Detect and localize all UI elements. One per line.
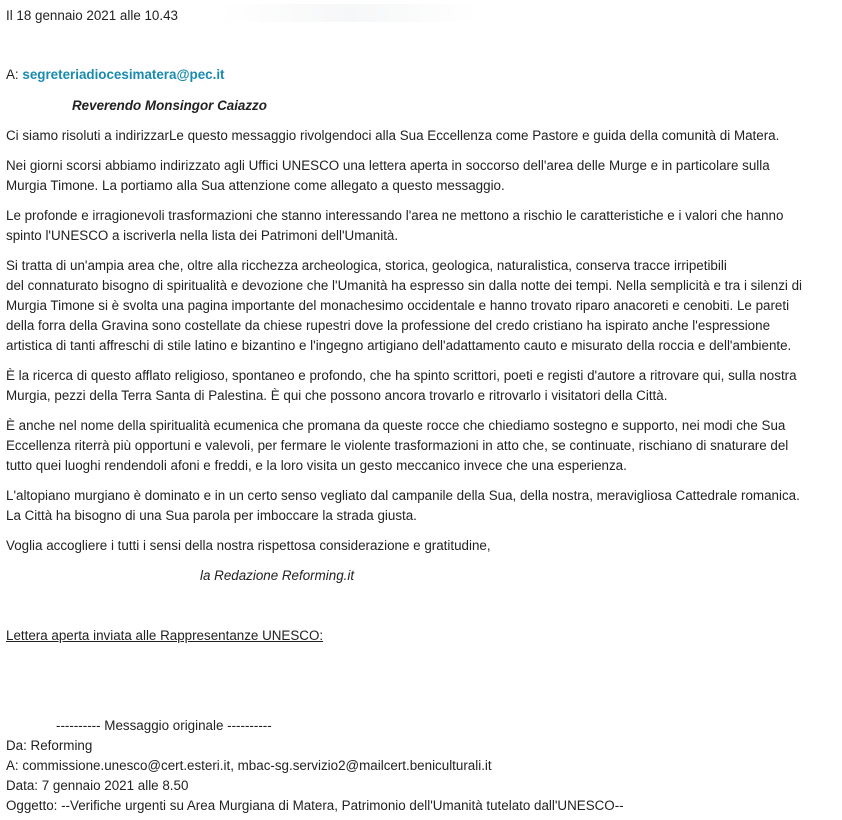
letter-paragraph-1 (6, 126, 838, 146)
original-message-separator: ---------- Messaggio originale ---------- (56, 718, 272, 733)
paragraph-line: È la ricerca di questo afflato religioso, spontaneo e profondo, che ha spinto scrittori, poeti e registi d'autore a ritrovare qui, sulla nostra (6, 368, 797, 383)
paragraph-line: del connaturato bisogno di spiritualità e devozione che l'Umanità ha espresso sin dalla notte dei tempi. Nella semplicità e tra i silenzi di (6, 278, 803, 293)
attachment-link[interactable] (6, 626, 323, 646)
recipient-line (6, 65, 225, 85)
date-line: Il 18 gennaio 2021 alle 10.43 (6, 8, 178, 23)
paragraph-line: L'altopiano murgiano è dominato e in un certo senso vegliato dal campanile della Sua, della nostra, meravigliosa Cattedrale romanica. (6, 488, 800, 503)
letter-paragraph-5 (6, 366, 838, 406)
paragraph-line: artistica di tanti affreschi di stile latino e bizantino e l'ingegno artigiano dell'adattamento cauto e misurato della roccia e dell'ambiente. (6, 338, 792, 353)
letter-paragraph-8 (6, 536, 838, 556)
original-to: A: commissione.unesco@cert.esteri.it, mbac-sg.servizio2@mailcert.beniculturali.it (6, 758, 492, 773)
paragraph-line: Nei giorni scorsi abbiamo indirizzato agli Uffici UNESCO una lettera aperta in soccorso dell'area delle Murge e in particolare sulla (6, 158, 770, 173)
recipient-email-link[interactable]: segreteriadiocesimatera@pec.it (22, 67, 225, 82)
original-from: Da: Reforming (6, 738, 93, 753)
letter-paragraph-6 (6, 416, 838, 476)
signature: la Redazione Reforming.it (200, 568, 355, 583)
paragraph-line: Murgia Timone si è svolta una pagina importante del monachesimo occidentale e hanno trovato riparo anacoreti e cenobiti. Le pareti (6, 298, 790, 313)
letter-paragraph-4 (6, 256, 838, 356)
paragraph-line: Si tratta di un'ampia area che, oltre alla ricchezza archeologica, storica, geologica, naturalistica, conserva tracce irripetibili (6, 258, 727, 273)
faded-header-strip (220, 4, 480, 22)
paragraph-line: spinto l'UNESCO a iscriverla nella lista dei Patrimoni dell'Umanità. (6, 228, 399, 243)
paragraph-line: Ci siamo risoluti a indirizzarLe questo messaggio rivolgendoci alla Sua Eccellenza come Pastore e guida della comunità di Matera. (6, 128, 780, 143)
paragraph-line: Eccellenza riterrà più opportuni e valevoli, per fermare le violente trasformazioni in atto che, se continuate, rischiano di snaturare del (6, 438, 789, 453)
original-subject: Oggetto: --Verifiche urgenti su Area Murgiana di Matera, Patrimonio dell'Umanità tutelato dall'UNESCO-- (6, 798, 624, 813)
recipient-prefix: A: (6, 67, 19, 82)
paragraph-line: La Città ha bisogno di una Sua parola per imboccare la strada giusta. (6, 508, 417, 523)
paragraph-line: Murgia, pezzi della Terra Santa di Palestina. È qui che possono ancora trovarlo e ritrovarlo i visitatori della Città. (6, 388, 668, 403)
paragraph-line: Le profonde e irragionevoli trasformazioni che stanno interessando l'area ne mettono a rischio le caratteristiche e i valori che hanno (6, 208, 784, 223)
letter-paragraph-2 (6, 156, 838, 196)
letter-paragraph-7 (6, 486, 838, 526)
paragraph-line: Murgia Timone. La portiamo alla Sua attenzione come allegato a questo messaggio. (6, 178, 505, 193)
paragraph-line: È anche nel nome della spiritualità ecumenica che promana da queste rocce che chiediamo sostegno e supporto, nei modi che Sua (6, 418, 786, 433)
original-date: Data: 7 gennaio 2021 alle 8.50 (6, 778, 189, 793)
paragraph-line: tutto quei luoghi rendendoli afoni e freddi, e la loro visita un gesto meccanico invece che una esperienza. (6, 458, 627, 473)
attachment-link-text[interactable]: Lettera aperta inviata alle Rappresentanze UNESCO: (6, 628, 324, 643)
salutation: Reverendo Monsingor Caiazzo (72, 98, 267, 113)
paragraph-line: della forra della Gravina sono costellate da chiese rupestri dove la professione del credo cristiano ha ispirato anche l'espressione (6, 318, 771, 333)
paragraph-line: Voglia accogliere i tutti i sensi della nostra rispettosa considerazione e gratitudine, (6, 538, 491, 553)
letter-paragraph-3 (6, 206, 838, 246)
